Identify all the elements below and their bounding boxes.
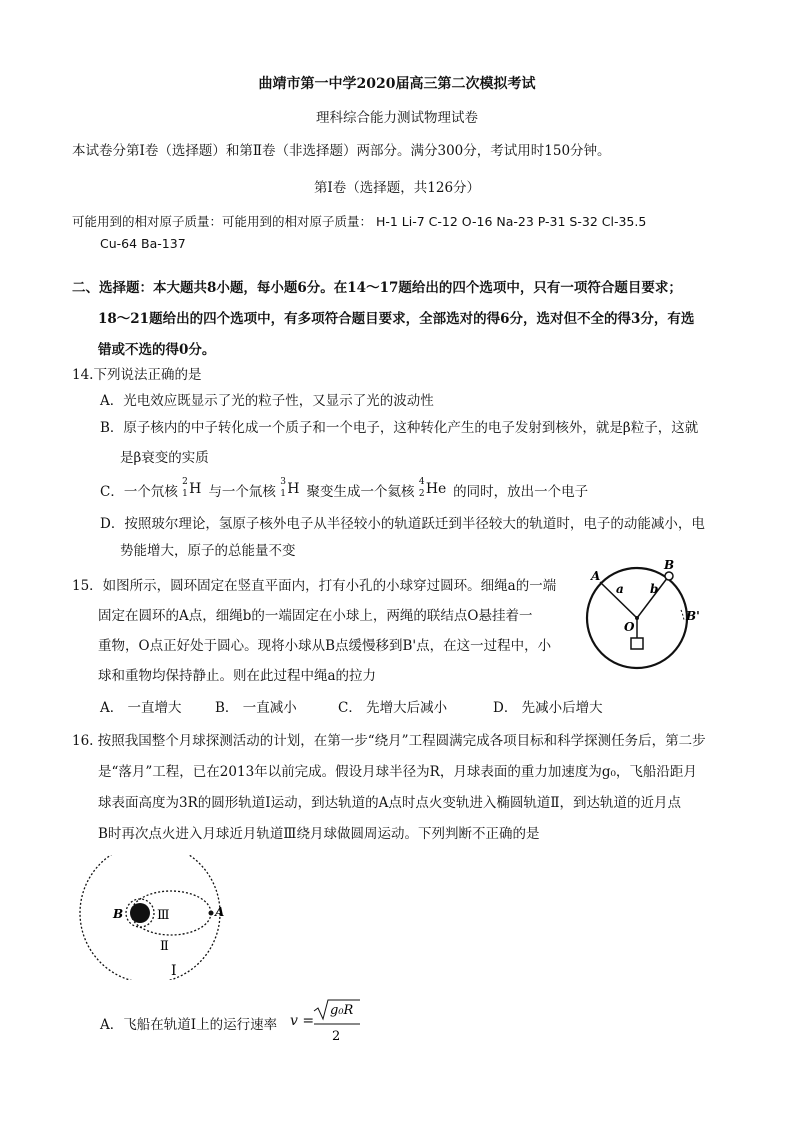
section2-line3: 错或不选的得0分。: [98, 342, 216, 358]
center-o: [635, 616, 639, 620]
formula-lhs: v =: [290, 1013, 315, 1029]
atomic-masses-line1: 可能用到的相对原子质量：可能用到的相对原子质量： H-1 Li-7 C-12 O-16 Na-23 P-31 S-32 Cl-35.5: [72, 214, 647, 229]
q14-option-c-mid1: 与一个氚核: [208, 484, 276, 500]
q14-option-b-line2: 是β衰变的实质: [120, 450, 209, 466]
part-title: 第Ⅰ卷（选择题，共126分）: [313, 180, 481, 196]
q16-orbit-figure: [75, 855, 235, 980]
q15-line3: 重物，O点正好处于圆心。现将小球从B点缓慢移到B'点，在这一过程中，小: [98, 638, 552, 654]
atomic-masses-line2: Cu-64 Ba-137: [100, 236, 186, 251]
q16-option-a: A．飞船在轨道Ⅰ上的运行速率: [100, 1017, 278, 1033]
q14-option-a: A．光电效应既显示了光的粒子性，又显示了光的波动性: [100, 393, 434, 409]
q14-option-b-line1: B．原子核内的中子转化成一个质子和一个电子，这种转化产生的电子发射到核外，就是β粒子，这就: [100, 420, 699, 436]
q15-line1: 15．如图所示，圆环固定在竖直平面内，打有小孔的小球穿过圆环。细绳a的一端: [72, 578, 557, 594]
weight-box: [631, 638, 643, 649]
tritium-nucleus: 3 1 H: [280, 477, 300, 499]
q14-option-c-mid2: 聚变生成一个氦核: [306, 484, 415, 500]
q14-option-c-pre: C．一个氘核: [100, 484, 178, 500]
q15-ring-figure: [580, 560, 720, 680]
q16-line3: 球表面高度为3R的圆形轨道Ⅰ运动，到达轨道的A点时点火变轨进入椭圆轨道Ⅱ，到达轨道的近月点: [98, 795, 682, 811]
label-I: Ⅰ: [171, 963, 177, 979]
q14-option-c: [100, 477, 589, 500]
label-A: A: [215, 905, 225, 919]
label-a: a: [616, 582, 624, 596]
label-O: O: [624, 620, 635, 634]
formula-fraction: [312, 998, 362, 1046]
label-III: Ⅲ: [157, 908, 170, 923]
paper-subtitle: 理科综合能力测试物理试卷: [316, 110, 478, 126]
q14-option-d-line1: D．按照玻尔理论，氢原子核外电子从半径较小的轨道跃迁到半径较大的轨道时，电子的动能减小，电: [100, 516, 705, 532]
q14-option-d-line2: 势能增大，原子的总能量不变: [120, 543, 296, 559]
label-A: A: [591, 569, 601, 583]
point-A: [209, 911, 214, 916]
q15-option-a: A． 一直增大: [100, 700, 182, 716]
paper-title: 曲靖市第一中学2020届高三第二次模拟考试: [258, 76, 536, 92]
q15-line4: 球和重物均保持静止。则在此过程中绳a的拉力: [98, 668, 377, 684]
label-Bprime: B': [686, 609, 700, 623]
formula-radicand: g₀R: [330, 1003, 354, 1018]
label-B: B: [113, 907, 124, 921]
label-II: Ⅱ: [160, 939, 169, 954]
section2-line2: 18～21题给出的四个选项中，有多项符合题目要求，全部选对的得6分，选对但不全的得3分，有选: [98, 311, 695, 327]
label-b: b: [650, 582, 659, 596]
q14-option-c-post: 的同时，放出一个电子: [453, 484, 589, 500]
helium-nucleus: 4 2 He: [418, 477, 447, 499]
q16-line2: 是“落月”工程，已在2013年以前完成。假设月球半径为R，月球表面的重力加速度为g₀，飞船沿距月: [98, 764, 697, 780]
q15-line2: 固定在圆环的A点，细绳b的一端固定在小球上，两绳的联结点O悬挂着一: [98, 608, 533, 624]
q15-option-c: C． 先增大后减小: [338, 700, 448, 716]
formula-denominator: 2: [332, 1029, 341, 1044]
q15-option-d: D． 先减小后增大: [493, 700, 603, 716]
moon: [130, 903, 150, 923]
section2-line1: 二、选择题：本大题共8小题，每小题6分。在14～17题给出的四个选项中，只有一项符合题目要求；: [72, 280, 682, 296]
orbit-I: [80, 855, 220, 980]
deuterium-nucleus: 2 1 H: [182, 477, 202, 499]
q16-line1: 16. 按照我国整个月球探测活动的计划，在第一步“绕月”工程圆满完成各项目标和科学探测任务后，第二步: [72, 733, 706, 749]
q16-line4: B时再次点火进入月球近月轨道Ⅲ绕月球做圆周运动。下列判断不正确的是: [98, 826, 540, 842]
q15-option-b: B． 一直减小: [215, 700, 297, 716]
q14-stem: 14.下列说法正确的是: [72, 367, 202, 383]
label-B: B: [664, 560, 675, 572]
ring-dashes: [681, 610, 684, 620]
intro-text: 本试卷分第Ⅰ卷（选择题）和第Ⅱ卷（非选择题）两部分。满分300分，考试用时150分钟。: [72, 143, 611, 159]
ball-b: [665, 572, 673, 580]
